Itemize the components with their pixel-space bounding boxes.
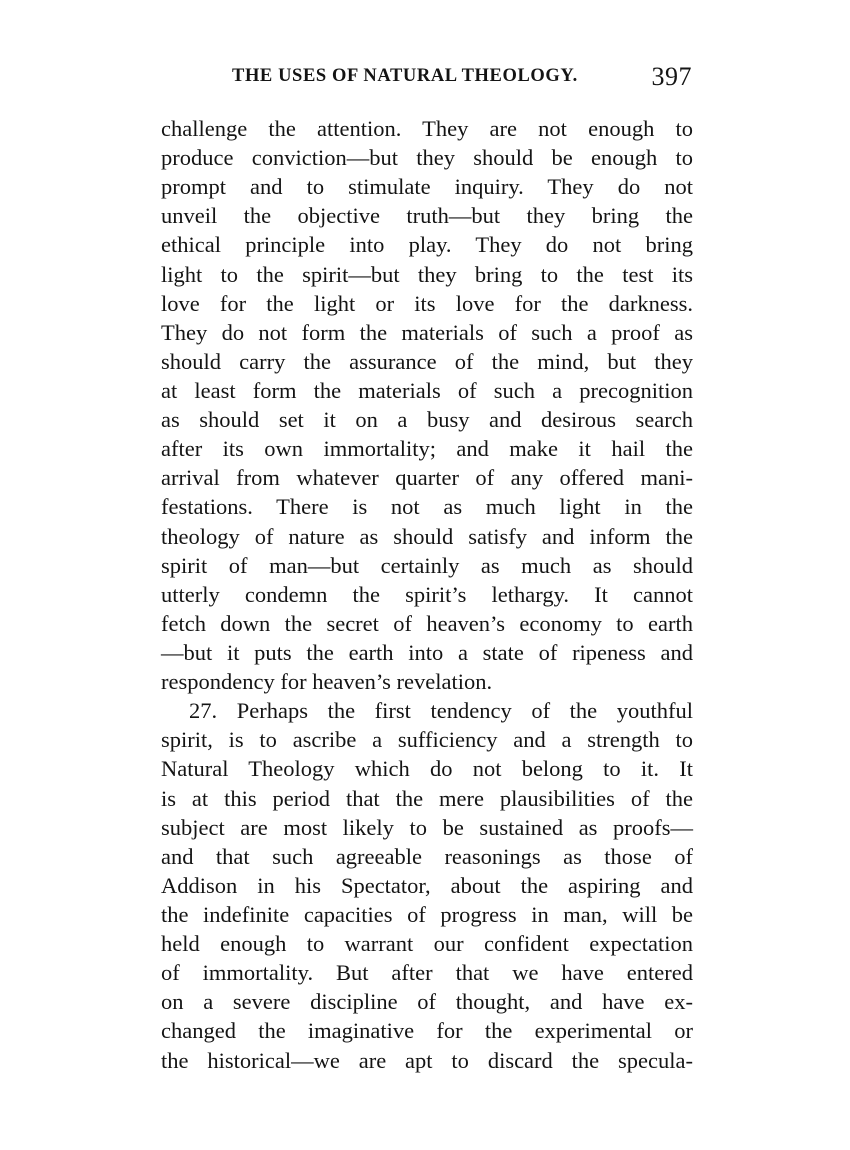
- text-line: spirit of man—but certainly as much as should: [161, 552, 693, 578]
- text-line: arrival from whatever quarter of any offered mani-: [161, 465, 693, 491]
- text-line: ethical principle into play. They do not bring: [161, 232, 693, 258]
- running-title: THE USES OF NATURAL THEOLOGY.: [232, 66, 578, 86]
- text-line: held enough to warrant our confident expectation: [161, 931, 693, 957]
- text-line: the indefinite capacities of progress in man, will be: [161, 901, 693, 927]
- text-line: and that such agreeable reasonings as those of: [161, 843, 693, 869]
- text-line: love for the light or its love for the darkness.: [161, 290, 693, 316]
- text-line: Natural Theology which do not belong to it. It: [161, 756, 693, 782]
- text-line: light to the spirit—but they bring to the test its: [161, 261, 693, 287]
- paragraph-first-line: 27. Perhaps the first tendency of the youthful: [189, 698, 693, 724]
- text-line: spirit, is to ascribe a sufficiency and a strength to: [161, 727, 693, 753]
- text-line: is at this period that the mere plausibilities of the: [161, 785, 693, 811]
- text-line: produce conviction—but they should be enough to: [161, 145, 693, 171]
- text-line: fetch down the secret of heaven’s economy to earth: [161, 610, 693, 636]
- text-line: at least form the materials of such a precognition: [161, 377, 693, 403]
- text-line: as should set it on a busy and desirous search: [161, 407, 693, 433]
- text-line: festations. There is not as much light in the: [161, 494, 693, 520]
- text-line: prompt and to stimulate inquiry. They do not: [161, 174, 693, 200]
- text-line: on a severe discipline of thought, and have ex-: [161, 989, 693, 1015]
- text-line: —but it puts the earth into a state of ripeness and: [161, 639, 693, 665]
- page-number: 397: [651, 62, 692, 91]
- text-line: subject are most likely to be sustained as proofs—: [161, 814, 693, 840]
- text-line: theology of nature as should satisfy and inform the: [161, 523, 693, 549]
- paragraph-last-line: respondency for heaven’s revelation.: [161, 669, 493, 695]
- text-line: unveil the objective truth—but they bring the: [161, 203, 693, 229]
- text-line: of immortality. But after that we have entered: [161, 960, 693, 986]
- text-line: should carry the assurance of the mind, but they: [161, 348, 693, 374]
- text-line: They do not form the materials of such a proof as: [161, 319, 693, 345]
- body-text: [161, 114, 693, 1075]
- text-line: after its own immortality; and make it hail the: [161, 436, 693, 462]
- text-line: challenge the attention. They are not enough to: [161, 116, 693, 141]
- text-line: Addison in his Spectator, about the aspiring and: [161, 872, 693, 898]
- text-line: changed the imaginative for the experimental or: [161, 1018, 693, 1044]
- text-line: utterly condemn the spirit’s lethargy. It cannot: [161, 581, 693, 607]
- running-head: [160, 62, 692, 98]
- text-line: the historical—we are apt to discard the specula-: [161, 1047, 693, 1073]
